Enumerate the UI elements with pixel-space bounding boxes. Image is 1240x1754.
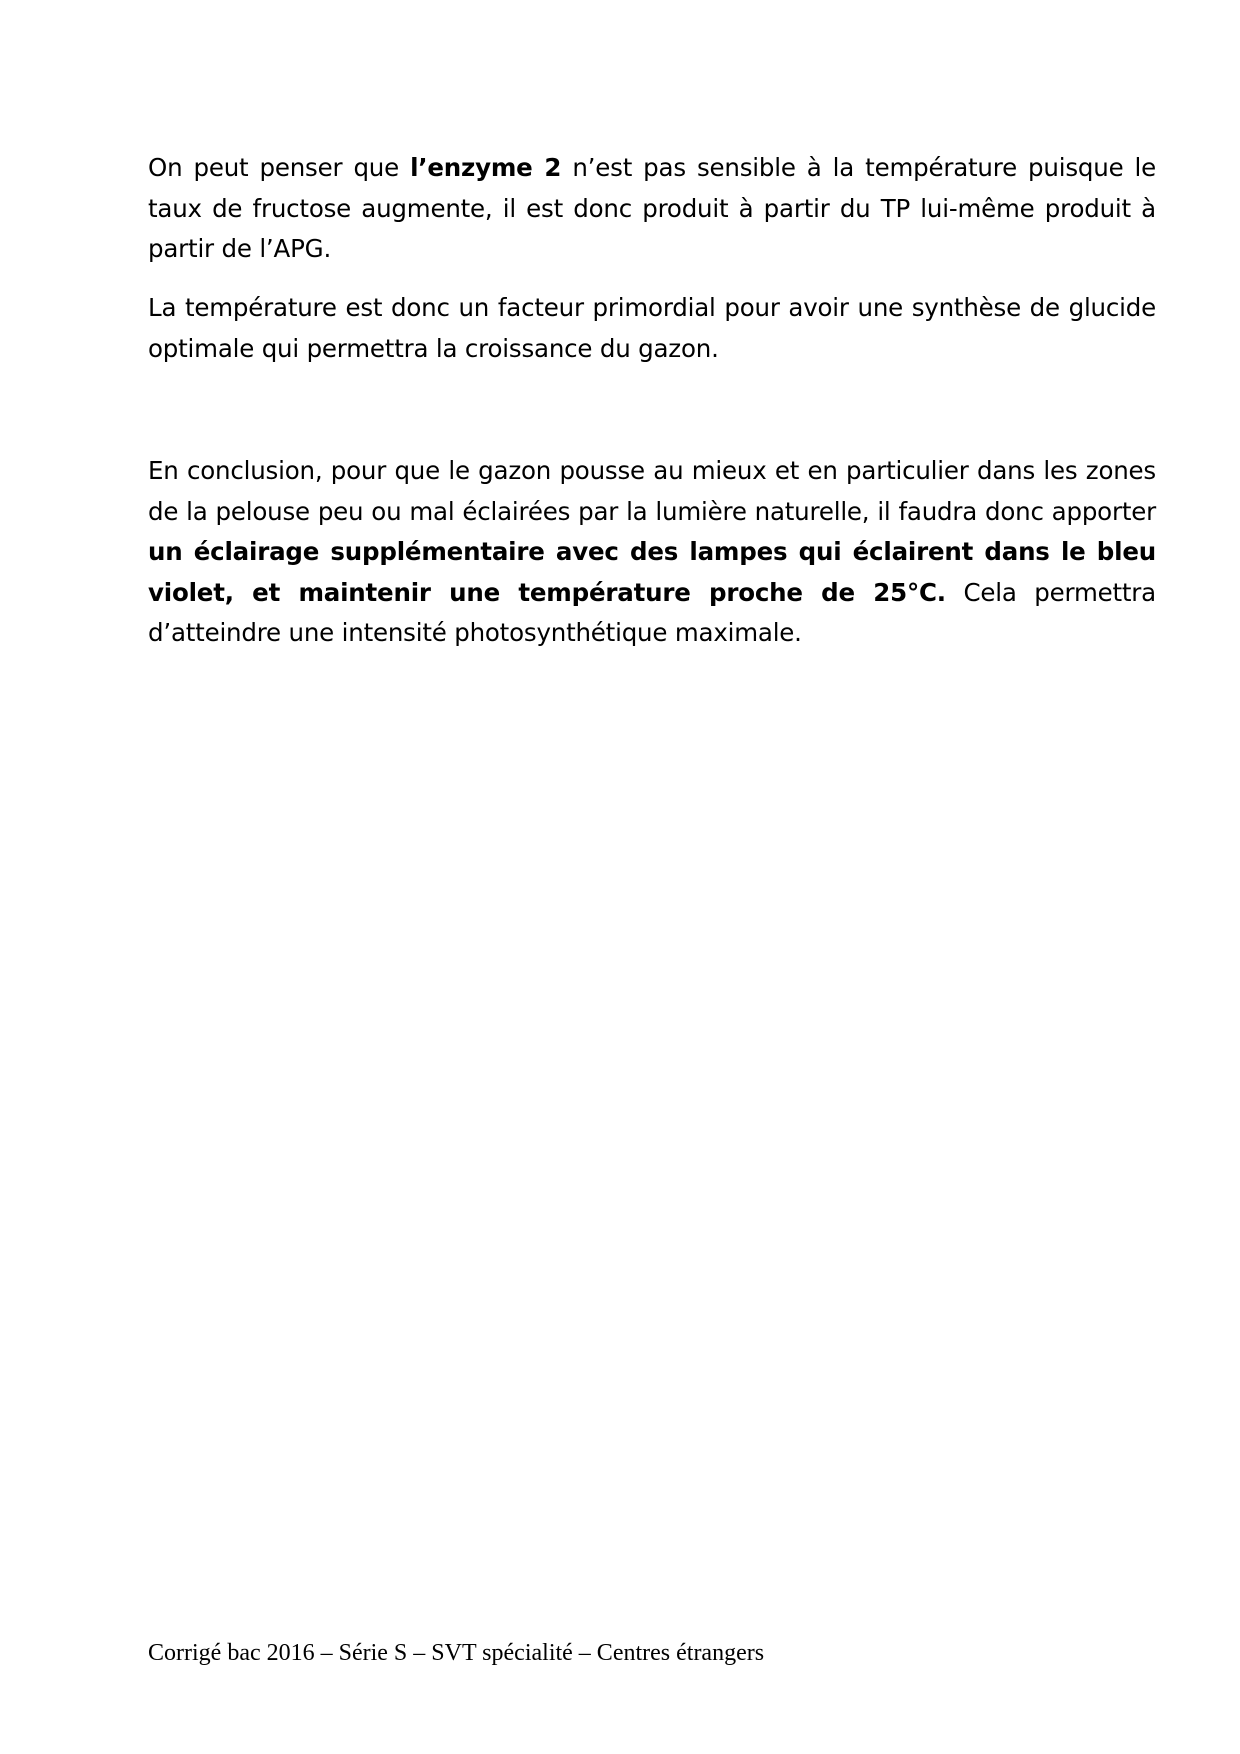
paragraph-enzyme-2 — [148, 148, 1156, 270]
paragraph-temperature — [148, 288, 1156, 369]
page-footer: Corrigé bac 2016 – Série S – SVT spécialité – Centres étrangers — [148, 1640, 765, 1666]
paragraph-text: n’est pas sensible à la température puisque le taux de fructose augmente, il est donc produit à partir du TP lui-même produit à partir de l’APG. — [148, 153, 1156, 263]
bold-term-enzyme: l’enzyme 2 — [410, 153, 562, 182]
paragraph-text: La température est donc un facteur primordial pour avoir une synthèse de glucide optimale qui permettra la croissance du gazon. — [148, 293, 1156, 363]
paragraph-text: On peut penser que — [148, 153, 411, 182]
paragraph-text: Cela permettra d’atteindre une intensité photosynthétique maximale. — [148, 577, 1156, 647]
bold-conclusion: un éclairage supplémentaire avec des lampes qui éclairent dans le bleu violet, et maintenir une température proche de 25°C. — [148, 537, 1156, 607]
paragraph-text: En conclusion, pour que le gazon pousse au mieux et en particulier dans les zones de la pelouse peu ou mal éclairées par la lumière naturelle, il faudra donc apporter — [148, 456, 1156, 526]
paragraph-conclusion — [148, 451, 1156, 654]
